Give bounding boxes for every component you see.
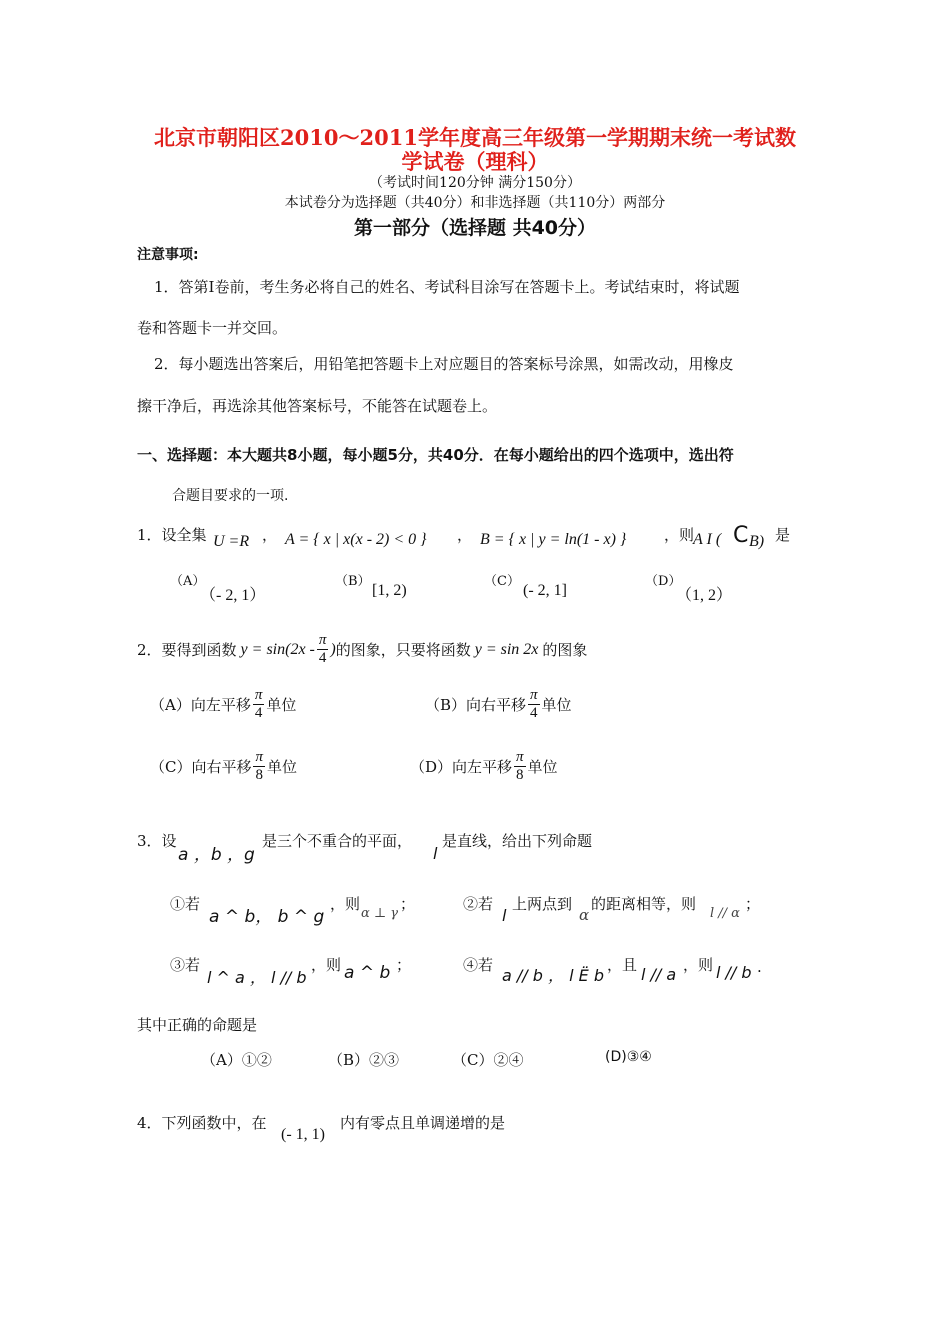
pi-symbol: π (530, 687, 538, 703)
q3-prop4-cond2: l // a (641, 965, 677, 984)
complement-symbol: C (733, 523, 749, 548)
q3-prop2-result: l // α (710, 906, 740, 921)
q1-option-a-value: （- 2, 1） (200, 587, 266, 604)
denominator: 4 (318, 650, 327, 666)
exam-title-line1: 北京市朝阳区2010～2011学年度高三年级第一学期期末统一考试数 (154, 125, 796, 150)
q3-prop4-result: l // b (716, 963, 752, 982)
q1-set-a: A = { x | x(x - 2) < 0 } (285, 531, 427, 548)
q1-option-d-value: （1, 2） (676, 587, 733, 604)
q3-prop4-cond: a // b ， l Ë b (502, 966, 604, 985)
q3-prop3-then: ，则 (311, 956, 342, 974)
q2-mid: 的图象，只要将函数 (335, 641, 471, 659)
q1-sep2: ， (457, 526, 473, 544)
q2-suffix: 的图象 (542, 641, 588, 659)
q2-option-c-label: （C）向右平移 (150, 758, 252, 776)
q2-option-a-fraction (253, 687, 265, 722)
q2-stem (137, 632, 587, 667)
denominator: 4 (254, 705, 263, 721)
q3-option-a: （A）①② (201, 1051, 272, 1069)
q3-option-b: （B）②③ (328, 1051, 400, 1069)
q2-option-d-fraction (514, 749, 526, 784)
q3-prop2-prefix: ②若 (463, 895, 494, 913)
q2-option-a (150, 687, 296, 722)
q1-expr: A I ( (693, 531, 722, 548)
q1-suffix: 是 (775, 526, 791, 544)
q1-sep1: ， (262, 526, 278, 544)
parts-info: 本试卷分为选择题（共40分）和非选择题（共110分）两部分 (284, 195, 666, 211)
unit-label: 单位 (527, 758, 558, 776)
q3-prop1-result: α ⊥ γ (361, 906, 399, 921)
q2-option-b (425, 687, 572, 722)
unit-label: 单位 (267, 758, 298, 776)
unit-label: 单位 (541, 696, 572, 714)
q4-prefix: 4．下列函数中，在 (137, 1114, 267, 1132)
q3-prop4-end: . (757, 958, 762, 976)
q3-prop2-end: ； (745, 895, 761, 913)
q1-option-b-label: （B） (335, 574, 371, 589)
q3-prop2-plane: α (579, 906, 590, 924)
q3-which: 其中正确的命题是 (137, 1016, 258, 1034)
section1-line1: 一、选择题：本大题共8小题，每小题5分，共40分．在每小题给出的四个选项中，选出符 (137, 446, 734, 464)
q1-option-a-label: （A） (170, 574, 206, 589)
q3-option-d: (D)③④ (605, 1049, 652, 1065)
q3-prop3-result: a ^ b (344, 963, 391, 983)
q2-fraction (317, 632, 329, 667)
q2-function2: y = sin 2x (474, 640, 539, 658)
q3-prop2-line: l (502, 906, 507, 925)
q2-option-d-label: （D）向左平移 (410, 758, 513, 776)
part1-title: 第一部分（选择题 共40分） (353, 217, 597, 239)
q3-prop3-cond: l ^ a ， l // b (207, 968, 307, 987)
q3-prop2-then: 的距离相等，则 (591, 895, 697, 913)
q1-option-c-value: (- 2, 1] (523, 582, 567, 599)
q3-prop1-end: ； (400, 895, 416, 913)
q4-interval: (- 1, 1) (281, 1126, 325, 1143)
notice-item2-line1: 2．每小题选出答案后，用铅笔把答题卡上对应题目的答案标号涂黑，如需改动，用橡皮 (154, 355, 734, 373)
q3-prop3-prefix: ③若 (170, 956, 201, 974)
q2-function1: y = sin(2x - (240, 640, 315, 658)
notice-item1-line2: 卷和答题卡一并交回。 (137, 319, 288, 337)
pi-symbol: π (318, 632, 327, 648)
q3-mid2: 是直线，给出下列命题 (442, 832, 593, 850)
q2-option-d (410, 749, 558, 784)
q1-then: ，则 (664, 526, 695, 544)
q1-option-b-value: [1, 2) (372, 582, 407, 599)
notice-item1-line1: 1．答第Ⅰ卷前，考生务必将自己的姓名、考试科目涂写在答题卡上。考试结束时，将试题 (154, 278, 740, 296)
q1-universe: U =R (213, 533, 250, 550)
pi-symbol: π (254, 687, 263, 703)
q2-function1-close: ) (330, 640, 336, 658)
q3-planes: a ，b ，g (178, 845, 255, 865)
q2-option-b-fraction (528, 687, 540, 722)
q3-prop1-cond: a ^ b， b ^ g (209, 907, 325, 927)
q3-prop4-then: ，且 (607, 956, 638, 974)
q2-option-c-fraction (253, 749, 265, 784)
notice-item2-line2: 擦干净后，再选涂其他答案标号，不能答在试题卷上。 (137, 397, 498, 415)
q3-prop2-mid: 上两点到 (512, 895, 573, 913)
q3-option-c: （C）②④ (452, 1051, 524, 1069)
q2-option-b-label: （B）向右平移 (425, 696, 527, 714)
q4-suffix: 内有零点且单调递增的是 (340, 1114, 506, 1132)
q1-option-c-label: （C） (484, 574, 520, 589)
denominator: 8 (255, 767, 263, 783)
pi-symbol: π (516, 749, 524, 765)
pi-symbol: π (255, 749, 263, 765)
unit-label: 单位 (266, 696, 297, 714)
q3-prop4-prefix: ④若 (463, 956, 494, 974)
notice-heading: 注意事项: (137, 247, 199, 263)
q1-expr2: B) (749, 533, 765, 550)
q3-prefix: 3．设 (137, 832, 177, 850)
exam-info: （考试时间120分钟 满分150分） (369, 175, 581, 191)
denominator: 4 (530, 705, 538, 721)
section1-line2: 合题目要求的一项. (172, 488, 289, 504)
q1-option-d-label: （D） (645, 574, 682, 589)
exam-title-line2: 学试卷（理科） (401, 149, 549, 174)
q3-mid: 是三个不重合的平面， (262, 832, 413, 850)
q3-prop3-end: ； (396, 956, 412, 974)
q3-prop1-prefix: ①若 (170, 895, 201, 913)
q3-line-l: l (433, 844, 438, 863)
q2-prefix: 2．要得到函数 (137, 641, 237, 659)
q2-option-a-label: （A）向左平移 (150, 696, 251, 714)
q3-prop4-then2: ，则 (683, 956, 714, 974)
denominator: 8 (516, 767, 524, 783)
q2-option-c (150, 749, 297, 784)
q1-prefix: 1．设全集 (137, 526, 207, 544)
q3-prop1-then: ，则 (330, 895, 361, 913)
q1-set-b: B = { x | y = ln(1 - x) } (480, 531, 627, 548)
